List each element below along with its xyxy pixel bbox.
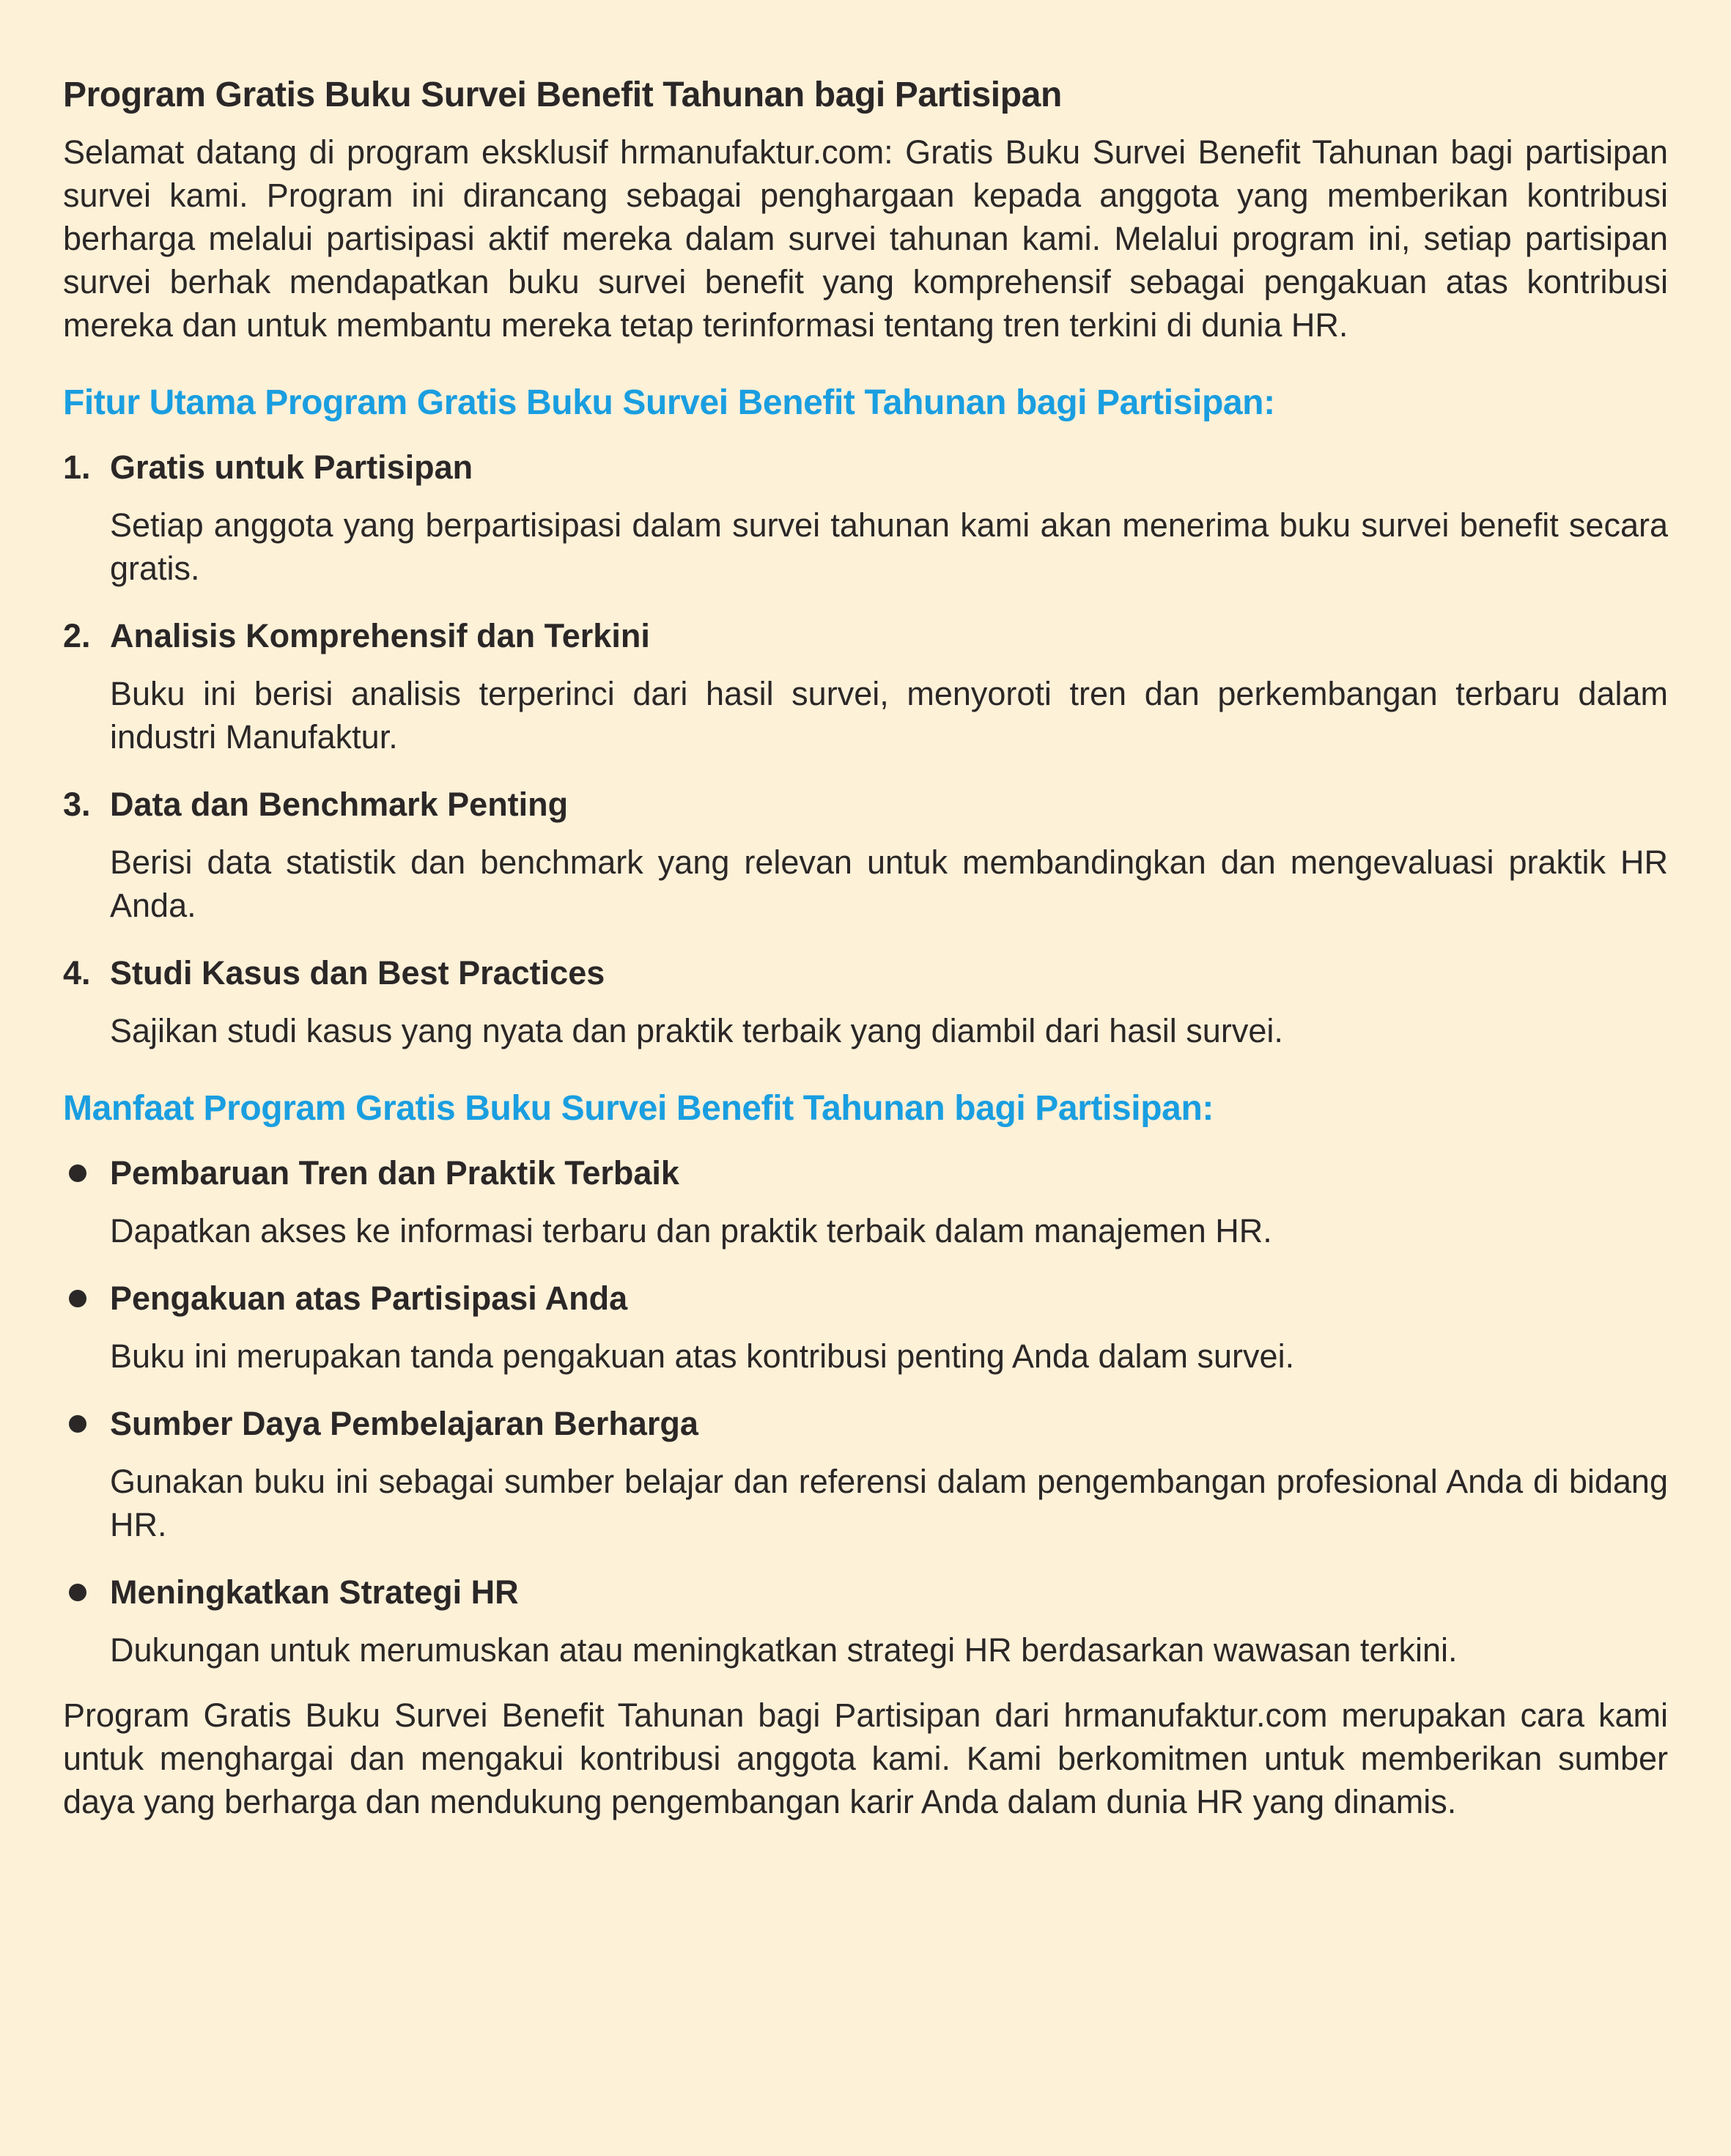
benefit-description: Dukungan untuk merumuskan atau meningkatkan strategi HR berdasarkan wawasan terkini. (110, 1631, 1458, 1669)
closing-paragraph: Program Gratis Buku Survei Benefit Tahunan bagi Partisipan dari hrmanufaktur.com merupakan cara kami untuk menghargai dan mengakui kontribusi anggota kami. Kami berkomitmen untuk memberikan sumber daya yang berharga dan mendukung pengembangan karir Anda dalam dunia HR yang dinamis. (63, 1697, 1668, 1820)
bullet-icon (63, 1584, 110, 1601)
benefit-item (63, 1568, 1668, 1672)
feature-item (63, 612, 1668, 758)
feature-description: Setiap anggota yang berpartisipasi dalam survei tahunan kami akan menerima buku survei benefit secara gratis. (110, 506, 1668, 587)
benefits-heading: Manfaat Program Gratis Buku Survei Benefit Tahunan bagi Partisipan: (63, 1089, 1214, 1128)
page-title: Program Gratis Buku Survei Benefit Tahunan bagi Partisipan (63, 75, 1062, 114)
feature-item (63, 443, 1668, 590)
benefit-title: Meningkatkan Strategi HR (110, 1573, 519, 1611)
benefit-title: Pembaruan Tren dan Praktik Terbaik (110, 1154, 679, 1192)
benefit-description: Gunakan buku ini sebagai sumber belajar dan referensi dalam pengembangan profesional Anda di bidang HR. (110, 1463, 1668, 1543)
benefits-list (63, 1149, 1668, 1672)
feature-item (63, 780, 1668, 927)
benefit-description: Dapatkan akses ke informasi terbaru dan praktik terbaik dalam manajemen HR. (110, 1212, 1272, 1249)
feature-title: Gratis untuk Partisipan (110, 448, 473, 486)
feature-description: Berisi data statistik dan benchmark yang relevan untuk membandingkan dan mengevaluasi praktik HR Anda. (110, 843, 1668, 924)
feature-title: Studi Kasus dan Best Practices (110, 954, 605, 992)
feature-number: 4. (63, 954, 91, 992)
benefit-item (63, 1400, 1668, 1546)
feature-description: Buku ini berisi analisis terperinci dari hasil survei, menyoroti tren dan perkembangan terbaru dalam industri Manufaktur. (110, 675, 1668, 756)
features-list (63, 443, 1668, 1052)
bullet-icon (63, 1415, 110, 1433)
features-heading: Fitur Utama Program Gratis Buku Survei Benefit Tahunan bagi Partisipan: (63, 383, 1275, 422)
benefit-title: Sumber Daya Pembelajaran Berharga (110, 1405, 698, 1442)
feature-number: 2. (63, 617, 91, 654)
intro-paragraph: Selamat datang di program eksklusif hrmanufaktur.com: Gratis Buku Survei Benefit Tahunan bagi partisipan survei kami. Program ini dirancang sebagai penghargaan kepada anggota yang memberikan kontribusi berharga melalui partisipasi aktif mereka dalam survei tahunan kami. Melalui program ini, setiap partisipan survei berhak mendapatkan buku survei benefit yang komprehensif sebagai pengakuan atas kontribusi mereka dan untuk membantu mereka tetap terinformasi tentang tren terkini di dunia HR. (63, 133, 1668, 344)
feature-number: 1. (63, 448, 91, 486)
bullet-icon (63, 1164, 110, 1182)
benefit-item (63, 1274, 1668, 1378)
feature-title: Data dan Benchmark Penting (110, 786, 569, 823)
feature-title: Analisis Komprehensif dan Terkini (110, 617, 650, 654)
feature-item (63, 949, 1668, 1052)
benefit-item (63, 1149, 1668, 1252)
bullet-icon (63, 1290, 110, 1307)
feature-number: 3. (63, 786, 91, 823)
benefit-title: Pengakuan atas Partisipasi Anda (110, 1280, 628, 1317)
benefit-description: Buku ini merupakan tanda pengakuan atas kontribusi penting Anda dalam survei. (110, 1337, 1295, 1375)
feature-description: Sajikan studi kasus yang nyata dan praktik terbaik yang diambil dari hasil survei. (110, 1012, 1283, 1049)
